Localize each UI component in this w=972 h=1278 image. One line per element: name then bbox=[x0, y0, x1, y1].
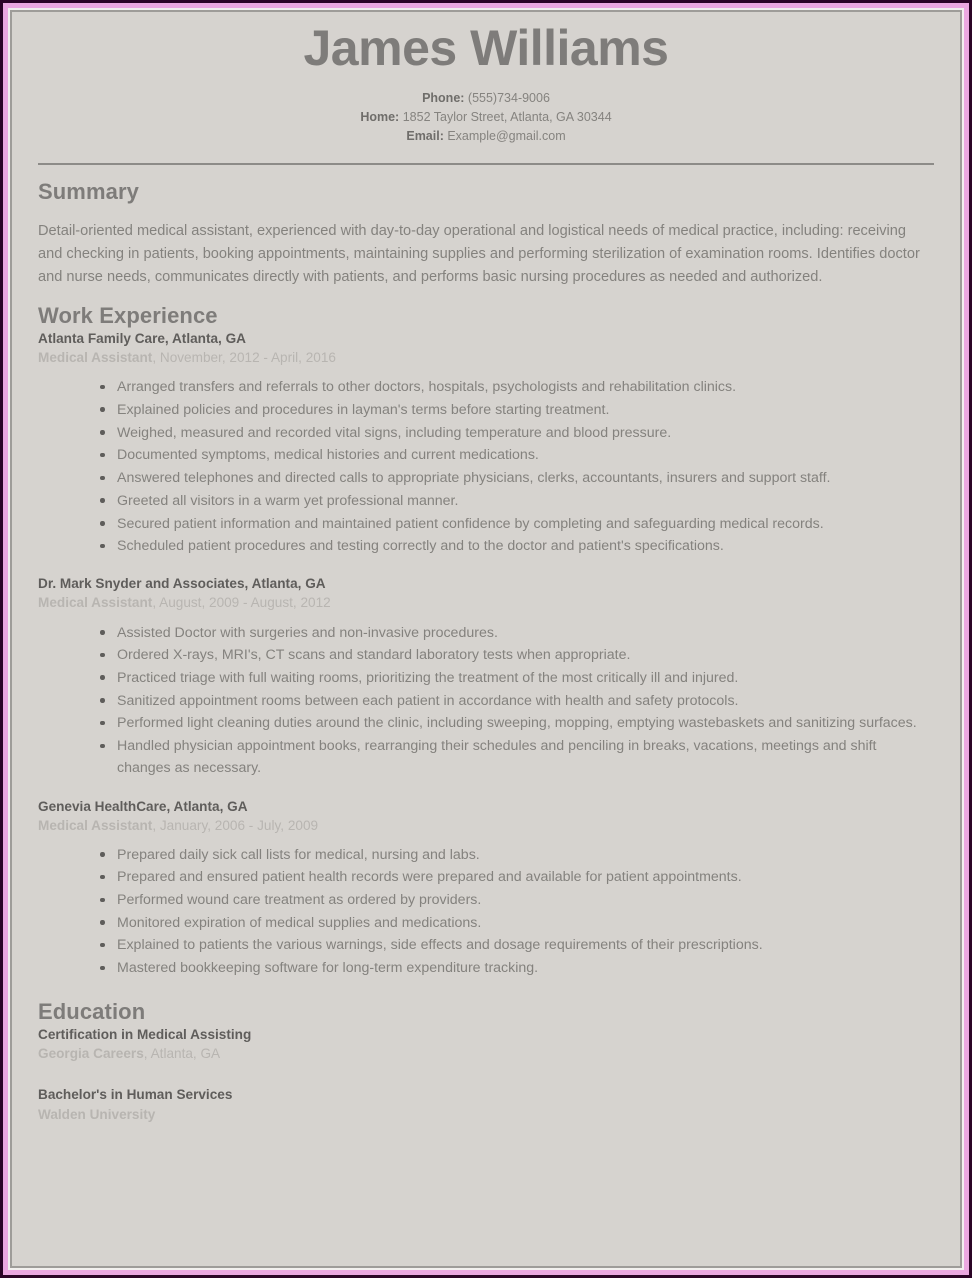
section-heading-education: Education bbox=[38, 999, 146, 1025]
job-dates: , January, 2006 - July, 2009 bbox=[152, 817, 319, 833]
job-responsibilities-list bbox=[38, 844, 934, 980]
resume-header bbox=[34, 18, 938, 146]
phone-value: (555)734-9006 bbox=[464, 91, 550, 105]
list-item: Arranged transfers and referrals to other doctors, hospitals, psychologists and rehabilitation clinics. bbox=[100, 376, 934, 398]
education-degree: Certification in Medical Assisting bbox=[38, 1027, 252, 1043]
home-value: 1852 Taylor Street, Atlanta, GA 30344 bbox=[399, 110, 612, 124]
job-dates: , August, 2009 - August, 2012 bbox=[152, 595, 331, 611]
job-responsibilities-list bbox=[38, 622, 934, 780]
education-school bbox=[38, 1105, 934, 1124]
list-item: Explained policies and procedures in layman's terms before starting treatment. bbox=[100, 399, 934, 421]
education-degree: Bachelor's in Human Services bbox=[38, 1087, 233, 1103]
decorative-white-gap bbox=[8, 8, 964, 1270]
job-role: Medical Assistant bbox=[38, 595, 153, 611]
list-item: Monitored expiration of medical supplies and medications. bbox=[100, 912, 934, 934]
job-organization-name: Atlanta Family Care bbox=[38, 331, 165, 347]
education-school bbox=[38, 1044, 934, 1063]
page-title: James Williams bbox=[303, 20, 669, 76]
summary-text: Detail-oriented medical assistant, experienced with day-to-day operational and logistical needs of medical practice, including: receiving and checking in patients, booking appointments, maintaining supplies and performing sterilization of examination rooms. Identifies doctor and nurse needs, communicates directly with patients, and performs basic nursing procedures as needed and authorized. bbox=[38, 223, 920, 286]
job-meta bbox=[38, 593, 934, 612]
work-experience-section bbox=[34, 303, 938, 979]
contact-block bbox=[34, 89, 938, 146]
education-entry bbox=[38, 1025, 934, 1063]
resume-document bbox=[12, 12, 960, 1266]
decorative-gray-border bbox=[10, 10, 962, 1268]
job-meta bbox=[38, 816, 934, 835]
job-role: Medical Assistant bbox=[38, 817, 153, 833]
job-responsibilities-list bbox=[38, 376, 934, 557]
email-value: Example@gmail.com bbox=[443, 129, 566, 143]
section-heading-summary: Summary bbox=[38, 179, 139, 204]
list-item: Scheduled patient procedures and testing correctly and to the doctor and patient's specifications. bbox=[100, 535, 934, 557]
job-location: , Atlanta, GA bbox=[164, 331, 246, 347]
work-experience-entry bbox=[38, 797, 934, 980]
section-heading-work-experience: Work Experience bbox=[38, 303, 218, 329]
list-item: Prepared daily sick call lists for medical, nursing and labs. bbox=[100, 844, 934, 866]
education-school-name: Georgia Careers bbox=[38, 1046, 144, 1062]
work-experience-entry bbox=[38, 329, 934, 557]
list-item: Assisted Doctor with surgeries and non-invasive procedures. bbox=[100, 622, 934, 644]
job-organization bbox=[38, 797, 934, 816]
header-divider bbox=[38, 163, 934, 165]
education-section bbox=[34, 999, 938, 1123]
list-item: Mastered bookkeeping software for long-term expenditure tracking. bbox=[100, 957, 934, 979]
job-organization bbox=[38, 574, 934, 593]
work-experience-entry bbox=[38, 574, 934, 779]
job-meta bbox=[38, 348, 934, 367]
list-item: Performed wound care treatment as ordered by providers. bbox=[100, 889, 934, 911]
decorative-pink-border bbox=[3, 3, 969, 1275]
list-item: Sanitized appointment rooms between each patient in accordance with health and safety protocols. bbox=[100, 690, 934, 712]
email-label: Email: bbox=[406, 129, 444, 143]
list-item: Explained to patients the various warnings, side effects and dosage requirements of their prescriptions. bbox=[100, 934, 934, 956]
education-school-name: Walden University bbox=[38, 1106, 156, 1122]
contact-home bbox=[34, 108, 938, 127]
education-entry bbox=[38, 1085, 934, 1123]
job-organization bbox=[38, 329, 934, 348]
list-item: Documented symptoms, medical histories and current medications. bbox=[100, 444, 934, 466]
list-item: Weighed, measured and recorded vital signs, including temperature and blood pressure. bbox=[100, 422, 934, 444]
list-item: Practiced triage with full waiting rooms, prioritizing the treatment of the most critically ill and injured. bbox=[100, 667, 934, 689]
education-school-location: , Atlanta, GA bbox=[143, 1046, 221, 1062]
list-item: Answered telephones and directed calls to appropriate physicians, clerks, accountants, insurers and support staff. bbox=[100, 467, 934, 489]
job-dates: , November, 2012 - April, 2016 bbox=[152, 350, 336, 366]
summary-section bbox=[34, 179, 938, 289]
list-item: Performed light cleaning duties around the clinic, including sweeping, mopping, emptying wastebaskets and sanitizing surfaces. bbox=[100, 712, 934, 734]
job-location: , Atlanta, GA bbox=[244, 576, 326, 592]
home-label: Home: bbox=[360, 110, 400, 124]
phone-label: Phone: bbox=[422, 91, 465, 105]
list-item: Greeted all visitors in a warm yet professional manner. bbox=[100, 490, 934, 512]
contact-email bbox=[34, 127, 938, 146]
job-location: , Atlanta, GA bbox=[166, 798, 248, 814]
job-organization-name: Genevia HealthCare bbox=[38, 798, 167, 814]
list-item: Ordered X-rays, MRI's, CT scans and standard laboratory tests when appropriate. bbox=[100, 644, 934, 666]
job-role: Medical Assistant bbox=[38, 350, 153, 366]
contact-phone bbox=[34, 89, 938, 108]
list-item: Prepared and ensured patient health records were prepared and available for patient appointments. bbox=[100, 866, 934, 888]
list-item: Handled physician appointment books, rearranging their schedules and penciling in breaks, vacations, meetings and shift changes as necessary. bbox=[100, 735, 934, 779]
job-organization-name: Dr. Mark Snyder and Associates bbox=[38, 576, 245, 592]
list-item: Secured patient information and maintained patient confidence by completing and safeguarding medical records. bbox=[100, 513, 934, 535]
